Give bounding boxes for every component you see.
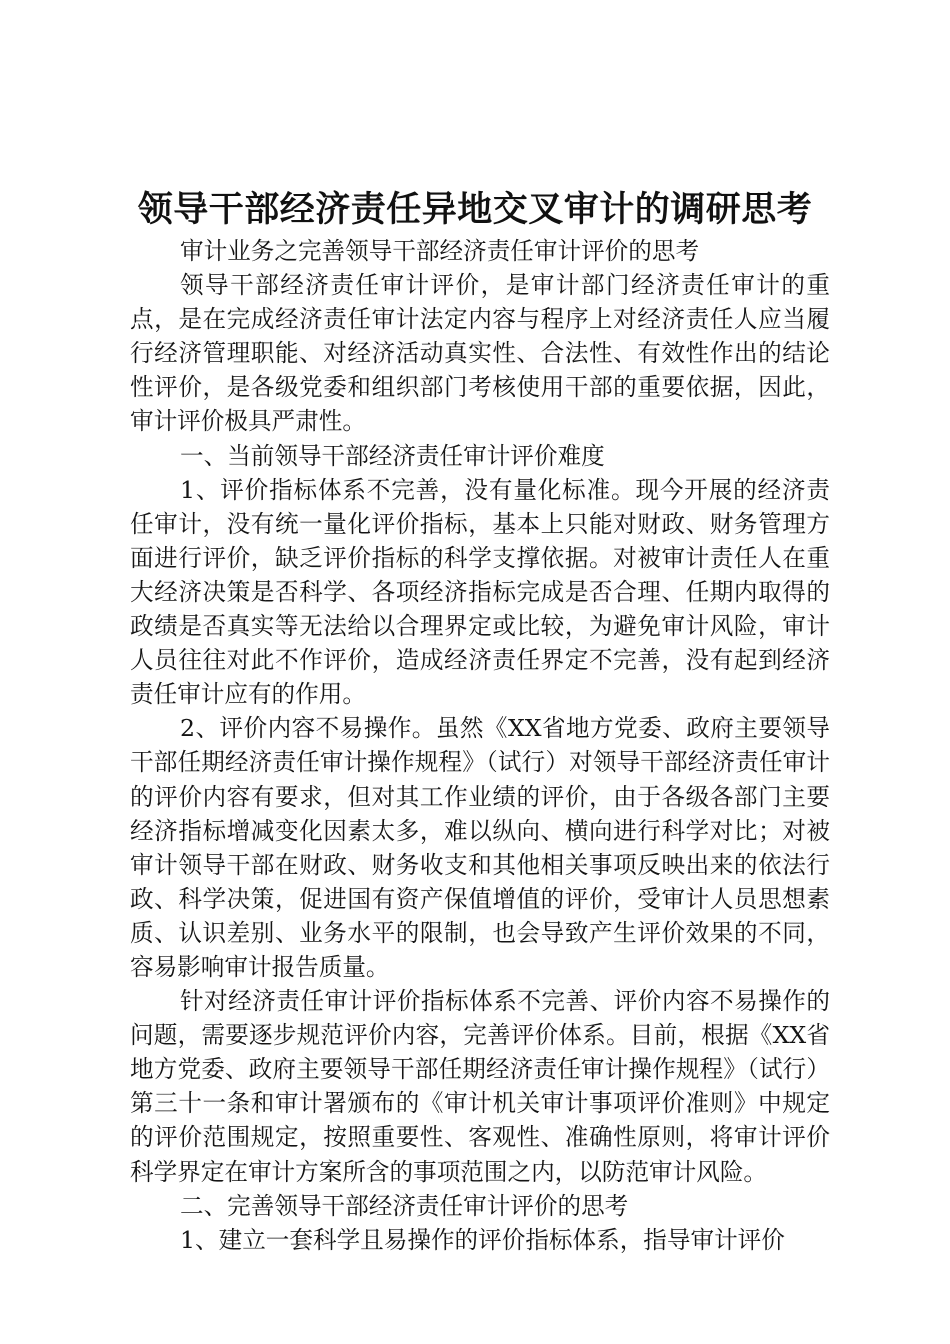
- document-body: [130, 234, 830, 1257]
- section-heading-2: 二、完善领导干部经济责任审计评价的思考: [180, 1191, 629, 1220]
- paragraph-point-1: 1、评价指标体系不完善，没有量化标准。现今开展的经济责任审计，没有统一量化评价指标，基本上只能对财政、财务管理方面进行评价，缺乏评价指标的科学支撑依据。对被审计责任人在重大经济决策是否科学、各项经济指标完成是否合理、任期内取得的政绩是否真实等无法给以合理界定或比较，为避免审计风险，审计人员往往对此不作评价，造成经济责任界定不完善，没有起到经济责任审计应有的作用。: [130, 475, 830, 709]
- paragraph-response: 针对经济责任审计评价指标体系不完善、评价内容不易操作的问题，需要逐步规范评价内容，完善评价体系。目前，根据《XX省地方党委、政府主要领导干部任期经济责任审计操作规程》（试行）第三十一条和审计署颁布的《审计机关审计事项评价准则》中规定的评价范围规定，按照重要性、客观性、准确性原则，将审计评价科学界定在审计方案所含的事项范围之内，以防范审计风险。: [130, 987, 830, 1186]
- paragraph-point-2: 2、评价内容不易操作。虽然《XX省地方党委、政府主要领导干部任期经济责任审计操作规程》（试行）对领导干部经济责任审计的评价内容有要求，但对其工作业绩的评价，由于各级各部门主要经济指标增减变化因素太多，难以纵向、横向进行科学对比；对被审计领导干部在财政、财务收支和其他相关事项反映出来的依法行政、科学决策，促进国有资产保值增值的评价，受审计人员思想素质、认识差别、业务水平的限制，也会导致产生评价效果的不同，容易影响审计报告质量。: [130, 714, 830, 981]
- paragraph-subtitle: 审计业务之完善领导干部经济责任审计评价的思考: [180, 237, 700, 265]
- paragraph-intro: 领导干部经济责任审计评价，是审计部门经济责任审计的重点，是在完成经济责任审计法定内容与程序上对经济责任人应当履行经济管理职能、对经济活动真实性、合法性、有效性作出的结论性评价，是各级党委和组织部门考核使用干部的重要依据，因此，审计评价极具严肃性。: [130, 271, 830, 436]
- section-heading-1: 一、当前领导干部经济责任审计评价难度: [180, 441, 605, 470]
- document-title: 领导干部经济责任异地交叉审计的调研思考: [137, 189, 813, 230]
- paragraph-truncated: 1、建立一套科学且易操作的评价指标体系，指导审计评价: [180, 1225, 785, 1254]
